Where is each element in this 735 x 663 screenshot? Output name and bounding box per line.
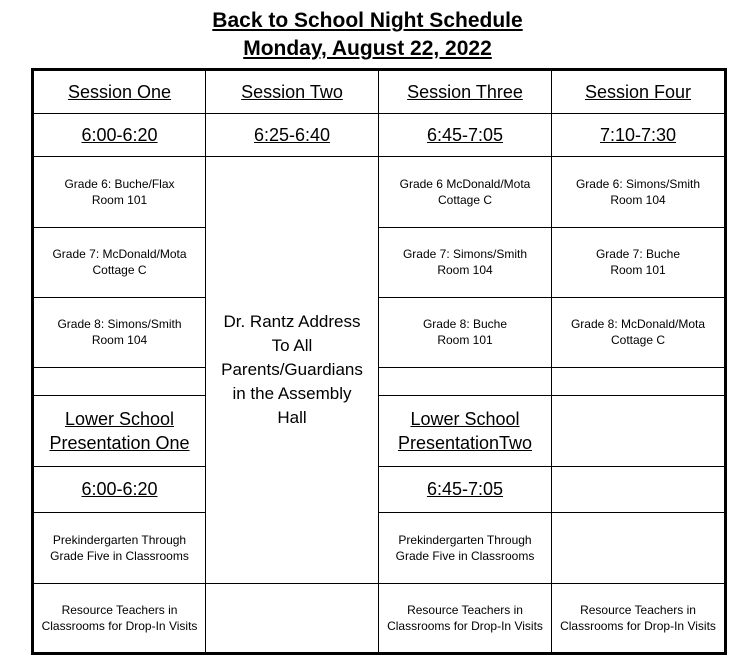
session-three-grade-7 [379,227,552,297]
empty-cell [552,396,726,467]
session-two-header: Session Two [206,70,379,114]
grade-6-row [33,157,726,227]
session-three-grade-8 [379,297,552,367]
empty-cell [33,367,206,395]
cell-line: Classrooms for Drop-In Visits [387,618,543,633]
cell-line: Classrooms for Drop-In Visits [41,618,198,633]
session-four-grade-8 [552,297,726,367]
grade-8-row [33,297,726,367]
session-time-row [33,114,726,157]
cell-line: Cottage C [610,333,666,348]
session-four-grade-6 [552,157,726,227]
empty-cell [206,583,379,653]
resource-teachers-row [33,583,726,653]
schedule-date: Monday, August 22, 2022 [243,37,492,60]
cell-line: Grade 7: Simons/Smith [402,247,528,262]
cell-line: Grade Five in Classrooms [395,549,535,564]
cell-line: Grade 7: Buche [595,247,681,262]
address-line: Parents/Guardians [221,359,363,379]
address-line: To All [271,335,313,355]
title-line: Lower School [410,409,520,430]
cell-line: Resource Teachers in [580,602,696,617]
cell-line: Grade 7: McDonald/Mota [52,247,187,262]
lower-school-desc-row [33,513,726,583]
session-one-header: Session One [33,70,206,114]
empty-cell [552,367,726,395]
address-line: in the Assembly [232,383,352,403]
session-one-grade-8 [33,297,206,367]
session-four-grade-7 [552,227,726,297]
session-one-grade-7 [33,227,206,297]
session-two-time: 6:25-6:40 [206,114,379,157]
spacer-row [33,367,726,395]
lower-school-title-row [33,396,726,467]
schedule-title: Back to School Night Schedule [212,9,523,32]
grade-7-row [33,227,726,297]
title-line: PresentationTwo [397,433,533,454]
session-four-header: Session Four [552,70,726,114]
cell-line: Room 101 [437,333,493,348]
session-header-row [33,70,726,114]
lower-school-two-desc [379,513,552,583]
session-one-time: 6:00-6:20 [33,114,206,157]
cell-line: Room 104 [610,192,666,207]
title-line: Lower School [64,409,175,430]
session-one-grade-6 [33,157,206,227]
resource-teachers-col4 [552,583,726,653]
cell-line: Resource Teachers in [407,602,523,617]
cell-line: Grade 8: Buche [422,317,508,332]
cell-line: Grade 6 McDonald/Mota [399,176,531,191]
resource-teachers-col1 [33,583,206,653]
address-line: Dr. Rantz Address [223,311,361,331]
lower-school-one-desc [33,513,206,583]
lower-school-presentation-one-title [33,396,206,467]
address-line: Hall [277,407,307,427]
schedule-table [31,68,727,655]
cell-line: Prekindergarten Through [52,533,187,548]
session-four-time: 7:10-7:30 [552,114,726,157]
session-three-grade-6 [379,157,552,227]
cell-line: Grade 8: Simons/Smith [57,317,182,332]
empty-cell [552,513,726,583]
session-three-header: Session Three [379,70,552,114]
lower-school-one-time: 6:00-6:20 [33,467,206,513]
cell-line: Grade 8: McDonald/Mota [570,317,706,332]
cell-line: Room 104 [437,263,493,278]
resource-teachers-col3 [379,583,552,653]
lower-school-two-time: 6:45-7:05 [379,467,552,513]
rantz-address-cell [206,157,379,583]
cell-line: Cottage C [92,263,147,278]
lower-school-presentation-two-title [379,396,552,467]
empty-cell [552,467,726,513]
cell-line: Room 101 [610,263,666,278]
cell-line: Room 101 [91,192,148,207]
lower-school-time-row [33,467,726,513]
empty-cell [379,367,552,395]
cell-line: Prekindergarten Through [398,533,532,548]
cell-line: Room 104 [91,333,148,348]
session-three-time: 6:45-7:05 [379,114,552,157]
cell-line: Grade 6: Buche/Flax [64,176,175,191]
cell-line: Resource Teachers in [61,602,178,617]
cell-line: Grade Five in Classrooms [50,549,189,564]
title-line: Presentation One [49,433,190,454]
cell-line: Cottage C [437,192,493,207]
cell-line: Classrooms for Drop-In Visits [560,618,716,633]
cell-line: Grade 6: Simons/Smith [575,176,701,191]
